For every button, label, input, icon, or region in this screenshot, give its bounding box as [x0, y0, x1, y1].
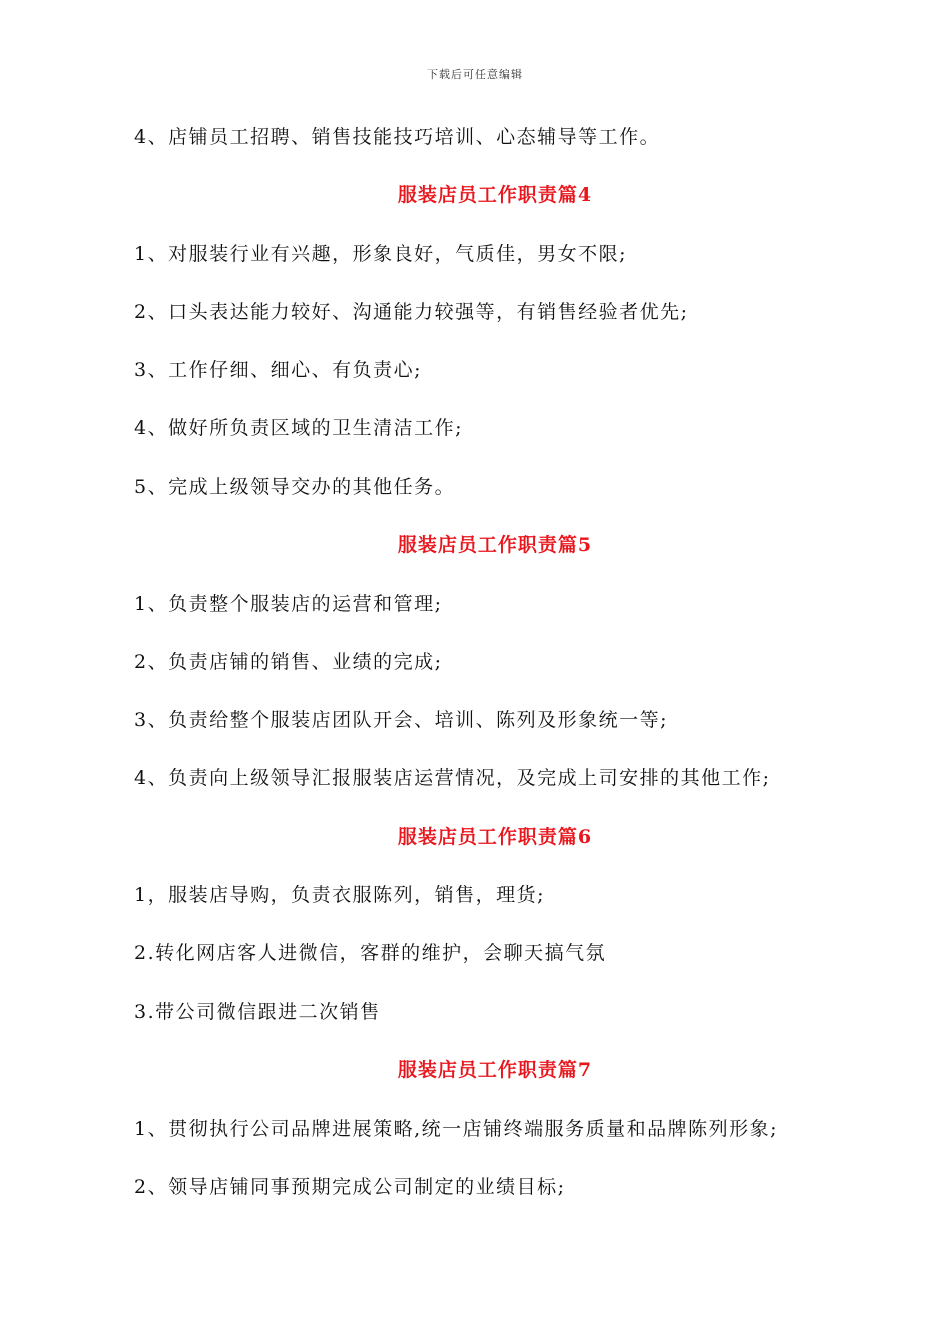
list-item: 1、对服装行业有兴趣，形象良好，气质佳，男女不限;	[134, 243, 627, 265]
section-heading: 服装店员工作职责篇6	[397, 826, 593, 848]
list-item: 1、贯彻执行公司品牌进展策略,统一店铺终端服务质量和品牌陈列形象;	[134, 1118, 779, 1140]
list-item: 1、负责整个服装店的运营和管理;	[134, 593, 443, 615]
page-header: 下载后可任意编辑	[427, 68, 523, 81]
list-item: 4、店铺员工招聘、销售技能技巧培训、心态辅导等工作。	[134, 126, 661, 148]
list-item: 2、负责店铺的销售、业绩的完成;	[134, 651, 443, 673]
list-item: 5、完成上级领导交办的其他任务。	[134, 476, 456, 498]
list-item: 3、负责给整个服装店团队开会、培训、陈列及形象统一等;	[134, 709, 668, 731]
list-item: 2.转化网店客人进微信，客群的维护，会聊天搞气氛	[134, 942, 607, 964]
list-item: 3.带公司微信跟进二次销售	[134, 1001, 381, 1023]
list-item: 4、做好所负责区域的卫生清洁工作;	[134, 417, 463, 439]
list-item: 3、工作仔细、细心、有负责心;	[134, 359, 422, 381]
section-heading: 服装店员工作职责篇4	[397, 184, 593, 206]
section-heading: 服装店员工作职责篇5	[397, 534, 593, 556]
list-item: 1，服装店导购，负责衣服陈列，销售，理货;	[134, 884, 545, 906]
list-item: 4、负责向上级领导汇报服装店运营情况，及完成上司安排的其他工作;	[134, 767, 771, 789]
section-heading: 服装店员工作职责篇7	[397, 1059, 593, 1081]
list-item: 2、口头表达能力较好、沟通能力较强等，有销售经验者优先;	[134, 301, 689, 323]
list-item: 2、领导店铺同事预期完成公司制定的业绩目标;	[134, 1176, 566, 1198]
